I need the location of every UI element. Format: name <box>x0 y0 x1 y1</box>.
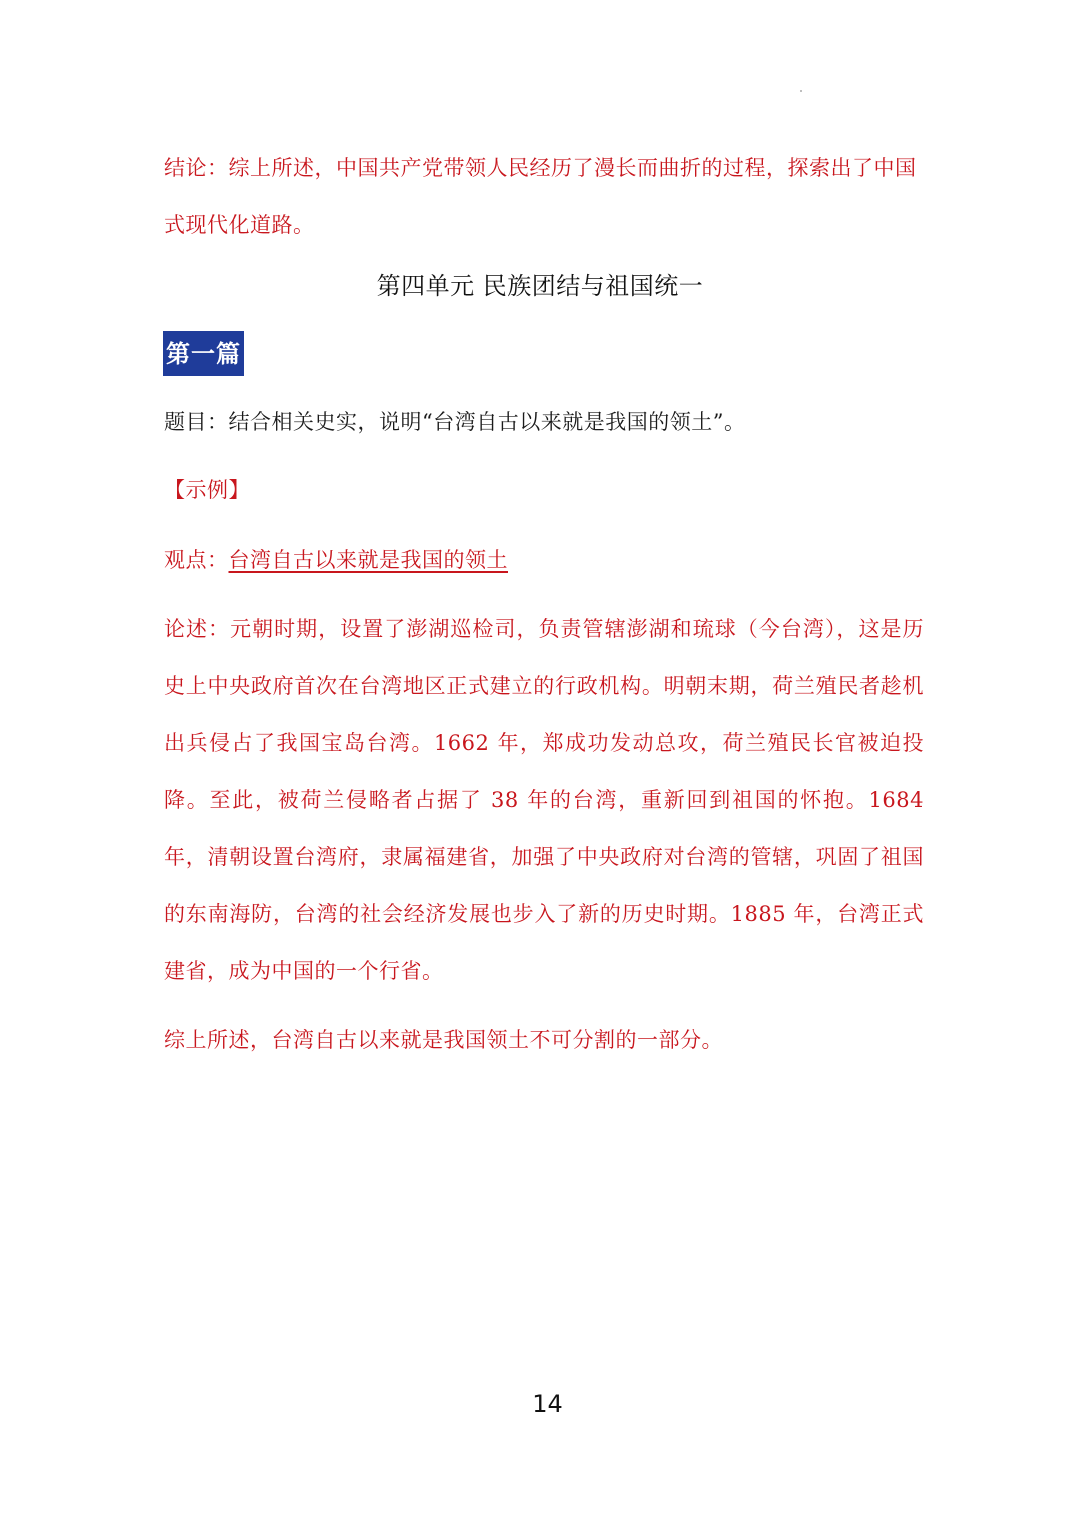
scan-dot <box>800 90 802 92</box>
argument-paragraph: 论述：元朝时期，设置了澎湖巡检司，负责管辖澎湖和琉球（今台湾），这是历史上中央政府首次在台湾地区正式建立的行政机构。明朝末期，荷兰殖民者趁机出兵侵占了我国宝岛台湾。1662 年，郑成功发动总攻，荷兰殖民长官被迫投降。至此，被荷兰侵略者占据了 38 年的台湾，重新回到祖国的怀抱。1684 年，清朝设置台湾府，隶属福建省，加强了中央政府对台湾的管辖，巩固了祖国的东南海防，台湾的社会经济发展也步入了新的历史时期。1885 年，台湾正式建省，成为中国的一个行省。 <box>164 617 924 983</box>
section-badge: 第一篇 <box>163 331 244 376</box>
viewpoint-label: 观点： <box>164 548 229 572</box>
conclusion-paragraph: 结论：综上所述，中国共产党带领人民经历了漫长而曲折的过程，探索出了中国式现代化道路。 <box>164 156 917 237</box>
viewpoint-value: 台湾自古以来就是我国的领土 <box>228 548 508 572</box>
summary-paragraph: 综上所述，台湾自古以来就是我国领土不可分割的一部分。 <box>164 1028 723 1052</box>
question-text: 题目：结合相关史实，说明“台湾自古以来就是我国的领土”。 <box>164 410 746 434</box>
viewpoint-line <box>164 544 508 574</box>
unit-title: 第四单元 民族团结与祖国统一 <box>376 272 704 300</box>
example-label: 【示例】 <box>164 478 250 502</box>
page-number: 14 <box>532 1390 563 1418</box>
